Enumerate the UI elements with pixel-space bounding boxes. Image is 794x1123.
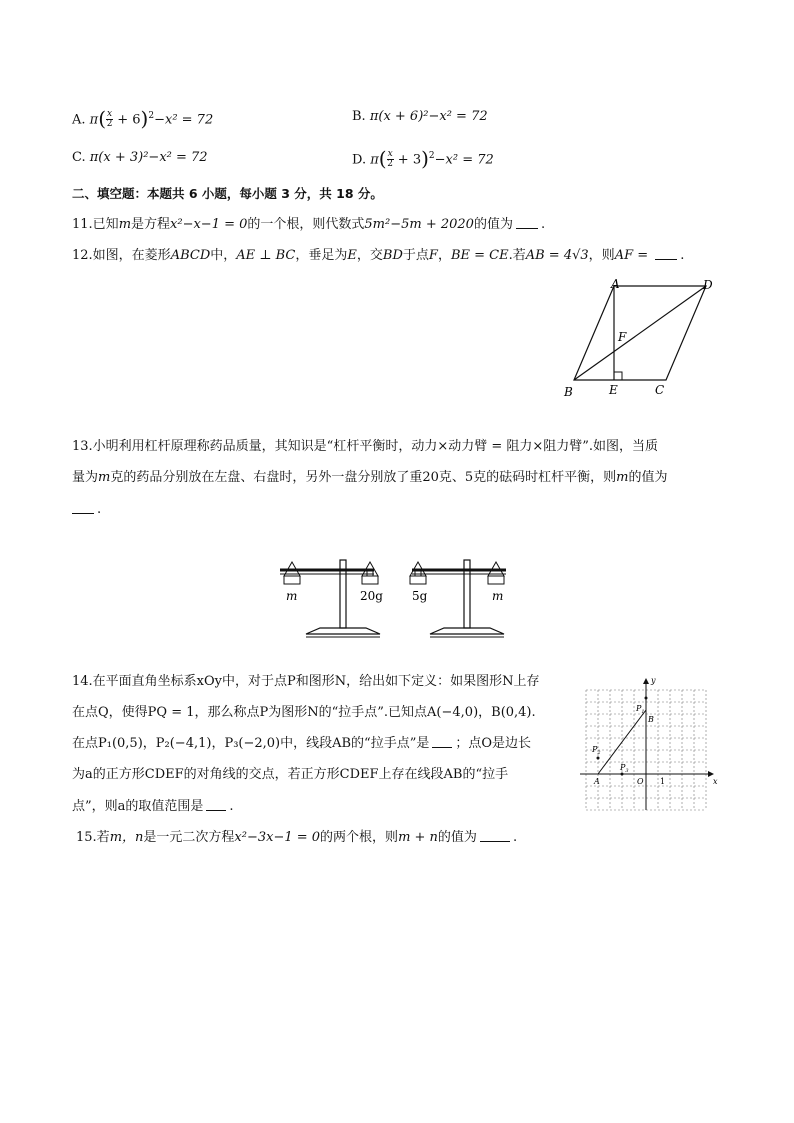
pi-symbol: π — [370, 152, 379, 168]
answer-blank[interactable] — [206, 797, 226, 811]
answer-blank[interactable] — [516, 215, 538, 229]
label-p3: $P_3$ — [620, 763, 629, 774]
question-13-line3: . — [72, 500, 101, 520]
label-5g: 5g — [412, 589, 428, 603]
coordinate-grid-figure — [580, 672, 720, 814]
label-c: C — [655, 383, 665, 397]
answer-blank[interactable] — [72, 500, 94, 514]
rhombus-figure — [558, 274, 728, 400]
label-o: O — [637, 777, 644, 786]
label-p1: $P_1$ — [636, 704, 645, 715]
label-d: D — [703, 278, 713, 292]
question-13-line1: 13.小明利用杠杆原理称药品质量，其知识是“杠杆平衡时，动力×动力臂 = 阻力×阻力臂”.如图，当质 — [72, 439, 659, 454]
answer-blank[interactable] — [655, 246, 677, 260]
question-14-line3: 在点P₁(0,5)，P₂(−4,1)，P₃(−2,0)中，线段AB的“拉手点”是 ；点O是边长 — [72, 736, 532, 751]
answer-blank[interactable] — [480, 828, 510, 842]
fraction: $\frac{x}{2}$ — [106, 109, 113, 130]
option-label: D. — [352, 152, 367, 168]
label-b: B — [648, 715, 654, 724]
label-right-m: m — [492, 589, 504, 603]
point-p3 — [621, 773, 624, 776]
answer-blank[interactable] — [432, 734, 452, 748]
label-b: B — [564, 385, 573, 399]
label-a: A — [611, 277, 620, 291]
fraction: $\frac{x}{2}$ — [387, 149, 393, 170]
label-x: x — [713, 777, 718, 786]
point-p2 — [597, 757, 600, 760]
question-14-line5: 点”，则a的取值范围是 . — [72, 799, 234, 814]
section-heading: 二、填空题：本题共 6 小题，每小题 3 分，共 18 分。 — [72, 186, 383, 201]
y-axis-arrow — [643, 678, 649, 684]
label-left-m: m — [286, 589, 298, 603]
right-angle-mark — [614, 372, 622, 380]
pi-symbol: π — [89, 112, 99, 128]
option-b — [352, 107, 488, 127]
option-equation: π(x + 6)²−x² = 72 — [369, 109, 488, 124]
option-label: A. — [72, 112, 86, 128]
equation-tail: −x² = 72 — [154, 112, 214, 128]
option-c — [72, 148, 208, 168]
label-one: 1 — [660, 777, 666, 786]
label-a: A — [594, 777, 600, 786]
label-y: y — [651, 676, 656, 685]
option-label: C. — [72, 150, 86, 165]
option-d: D. π( $\frac{x}{2}$ + 3)$^2$−x² = 72 — [352, 146, 494, 171]
question-14-line1: 14.在平面直角坐标系xOy中，对于点P和图形N，给出如下定义：如果图形N上存 — [72, 674, 540, 689]
label-f: F — [618, 330, 627, 344]
option-a: A. π( $\frac{x}{2}$ + 6)$^2$−x² = 72 — [72, 106, 214, 131]
question-13-line2: 量为m克的药品分别放在左盘、右盘时，另外一盘分别放了重20克、5克的砝码时杠杆平衡，则m的值为 — [72, 470, 668, 485]
question-12: 12.如图，在菱形ABCD中，AE ⊥ BC，垂足为E，交BD于点F，BE = CE.若AB = 4√3，则AF = . — [72, 248, 685, 263]
label-p2: $P_2$ — [592, 745, 601, 756]
option-label: B. — [352, 109, 366, 124]
question-15: 15.若m，n是一元二次方程x²−3x−1 = 0的两个根，则m + n的值为 . — [76, 830, 518, 845]
equation-tail: −x² = 72 — [434, 152, 494, 168]
label-20g: 20g — [360, 589, 383, 603]
point-p1 — [645, 697, 648, 700]
question-14-line2: 在点Q，使得PQ = 1，那么称点P为图形N的“拉手点”.已知点A(−4,0)，B(0,4). — [72, 705, 536, 720]
question-11: 11.已知m是方程x²−x−1 = 0的一个根，则代数式5m²−5m + 2020的值为 . — [72, 217, 546, 232]
label-e: E — [609, 383, 618, 397]
balance-figure — [270, 552, 520, 642]
option-equation: π(x + 3)²−x² = 72 — [89, 150, 208, 165]
question-14-line4: 为a的正方形CDEF的对角线的交点，若正方形CDEF上存在线段AB的“拉手 — [72, 767, 509, 782]
